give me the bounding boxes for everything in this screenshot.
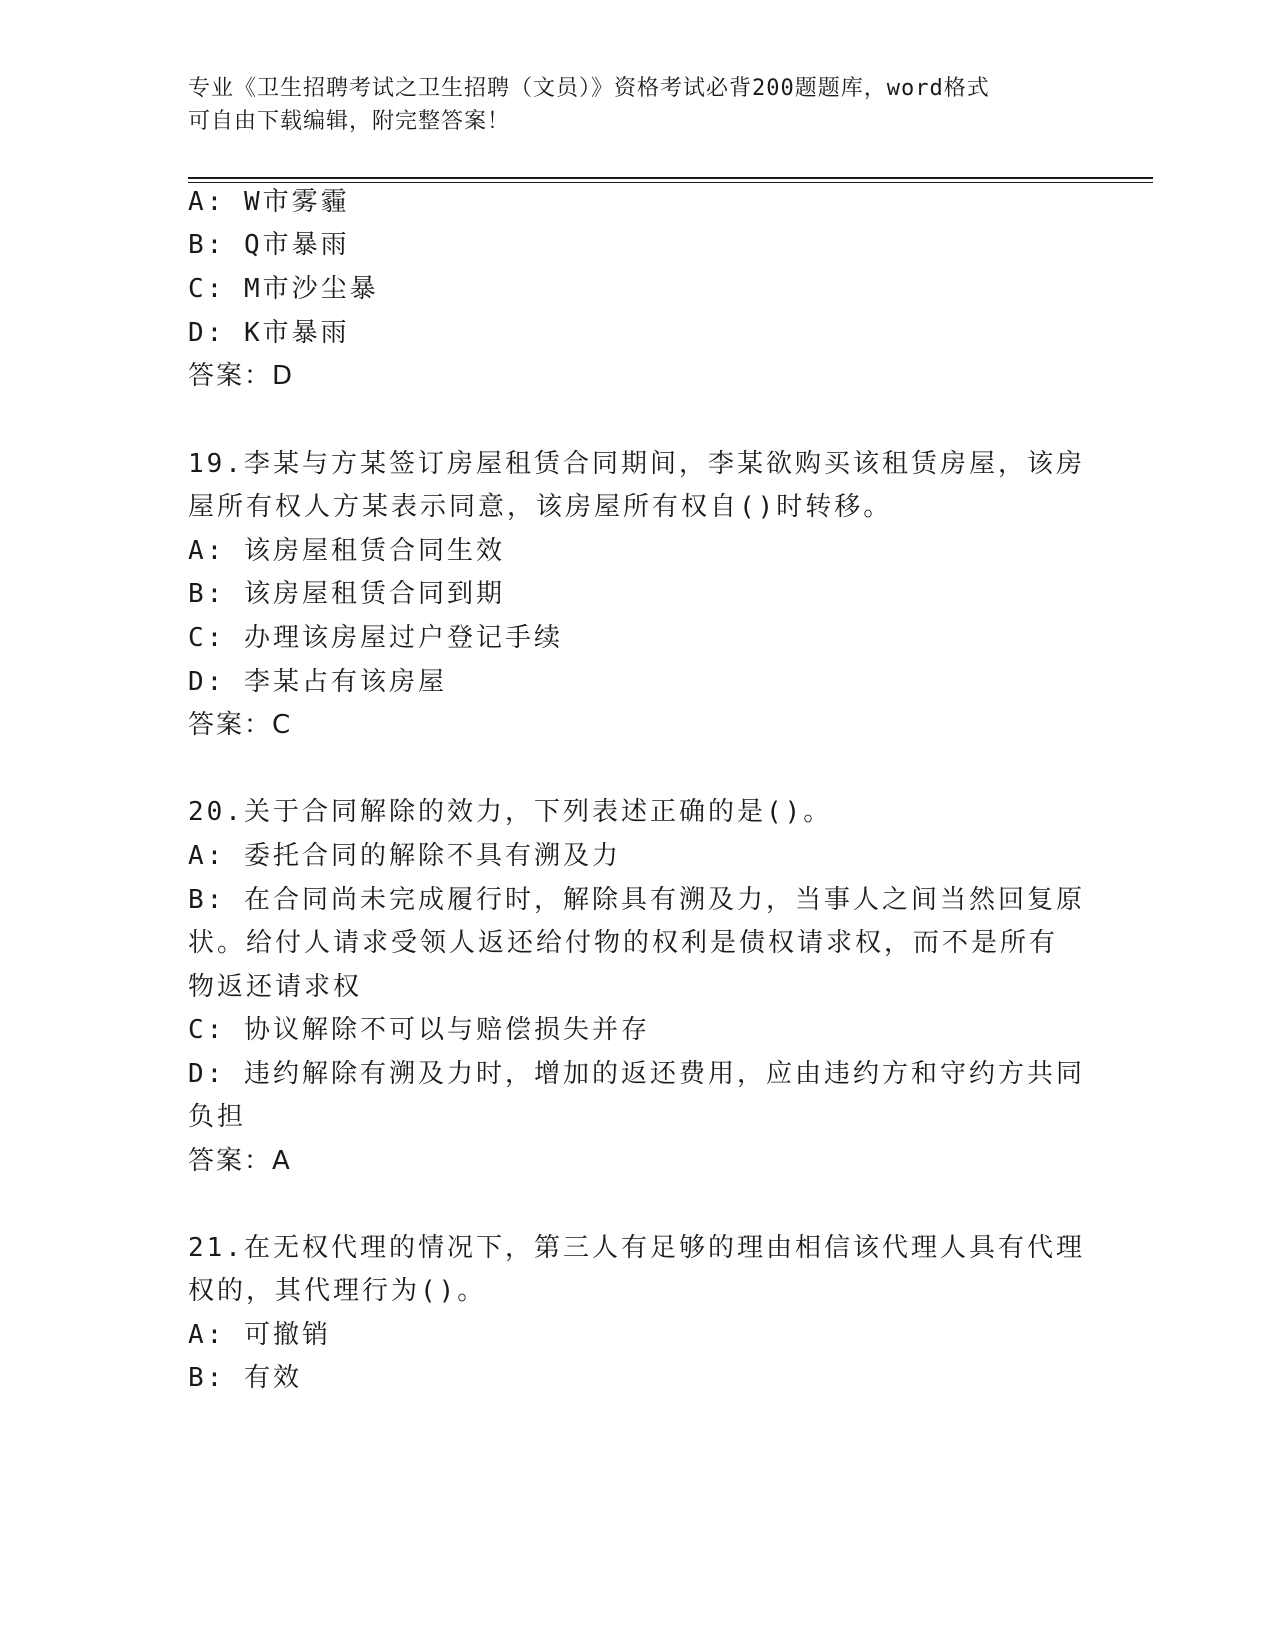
q21-stem-line-2: 权的，其代理行为()。	[188, 1276, 487, 1306]
header-divider-thin	[188, 182, 1153, 183]
q20-option-c: C: 协议解除不可以与赔偿损失并存	[188, 1015, 650, 1045]
q18-option-c: C: M市沙尘暴	[188, 274, 379, 304]
q19-stem-line-1: 19.李某与方某签订房屋租赁合同期间，李某欲购买该租赁房屋，该房	[188, 449, 1085, 479]
q19-option-c: C: 办理该房屋过户登记手续	[188, 623, 563, 653]
q19-answer: 答案：C	[188, 710, 293, 740]
q19-option-a: A: 该房屋租赁合同生效	[188, 536, 505, 566]
q20-answer: 答案：A	[188, 1146, 292, 1176]
q18-option-a: A: W市雾霾	[188, 187, 350, 217]
q21-option-a: A: 可撤销	[188, 1320, 331, 1350]
q21-option-b: B: 有效	[188, 1363, 302, 1393]
q19-stem-line-2: 屋所有权人方某表示同意，该房屋所有权自()时转移。	[188, 492, 893, 522]
q19-option-d: D: 李某占有该房屋	[188, 667, 447, 697]
q20-option-b-line-3: 物返还请求权	[188, 972, 363, 1002]
header-divider-thick	[188, 177, 1153, 179]
q21-stem-line-1: 21.在无权代理的情况下，第三人有足够的理由相信该代理人具有代理	[188, 1233, 1085, 1263]
q20-option-b-line-2: 状。给付人请求受领人返还给付物的权利是债权请求权，而不是所有	[188, 928, 1059, 958]
header-line-1: 专业《卫生招聘考试之卫生招聘（文员）》资格考试必背200题题库，word格式	[188, 76, 990, 101]
q20-option-b-line-1: B: 在合同尚未完成履行时，解除具有溯及力，当事人之间当然回复原	[188, 885, 1085, 915]
document-header	[188, 72, 1068, 138]
q18-option-d: D: K市暴雨	[188, 318, 350, 348]
q18-answer: 答案：D	[188, 361, 295, 391]
q20-stem: 20.关于合同解除的效力，下列表述正确的是()。	[188, 797, 833, 827]
q20-option-a: A: 委托合同的解除不具有溯及力	[188, 841, 621, 871]
header-line-2: 可自由下载编辑，附完整答案！	[188, 109, 511, 134]
q18-option-b: B: Q市暴雨	[188, 230, 350, 260]
q19-option-b: B: 该房屋租赁合同到期	[188, 579, 505, 609]
q20-option-d-line-1: D: 违约解除有溯及力时，增加的返还费用，应由违约方和守约方共同	[188, 1059, 1085, 1089]
q20-option-d-line-2: 负担	[188, 1102, 247, 1132]
